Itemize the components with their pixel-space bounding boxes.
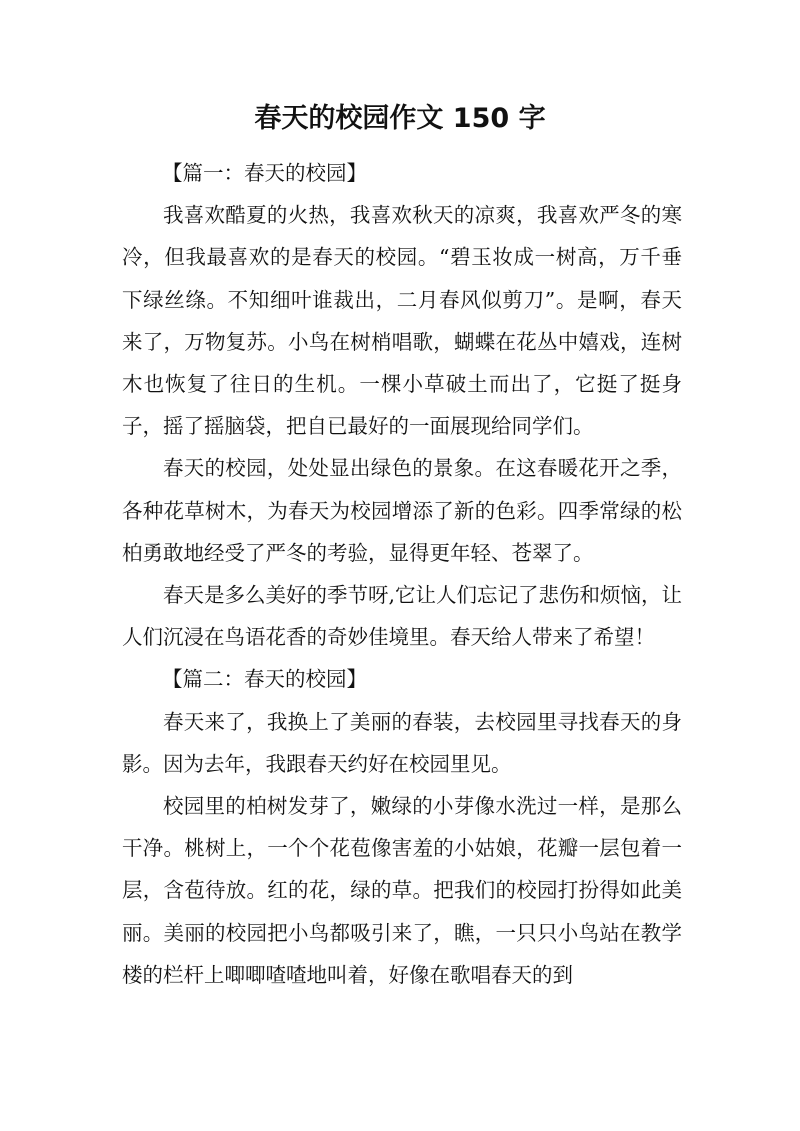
document-title: 春天的校园作文 150 字 <box>254 103 546 134</box>
paragraph: 春天的校园，处处显出绿色的景象。在这春暖花开之季，各种花草树木，为春天为校园增添了新的色彩。四季常绿的松柏勇敢地经受了严冬的考验，显得更年轻、苍翠了。 <box>122 456 682 565</box>
paragraph: 校园里的柏树发芽了，嫩绿的小芽像水洗过一样，是那么干净。桃树上，一个个花苞像害羞的小姑娘，花瓣一层包着一层，含苞待放。红的花，绿的草。把我们的校园打扮得如此美丽。美丽的校园把小鸟都吸引来了，瞧，一只只小鸟站在教学楼的栏杆上唧唧喳喳地叫着，好像在歌唱春天的到 <box>122 794 682 987</box>
section-2 <box>122 658 682 996</box>
section-1 <box>122 152 682 658</box>
paragraph: 我喜欢酷夏的火热，我喜欢秋天的凉爽，我喜欢严冬的寒冷，但我最喜欢的是春天的校园。“碧玉妆成一树高，万千垂下绿丝绦。不知细叶谁裁出，二月春风似剪刀”。是啊，春天来了，万物复苏。小鸟在树梢唱歌，蝴蝶在花丛中嬉戏，连树木也恢复了往日的生机。一棵小草破土而出了，它挺了挺身子，摇了摇脑袋，把自已最好的一面展现给同学们。 <box>122 203 682 439</box>
paragraph: 春天是多么美好的季节呀,它让人们忘记了悲伤和烦恼，让人们沉浸在鸟语花香的奇妙佳境里。春天给人带来了希望！ <box>122 583 683 650</box>
document-body <box>122 152 682 996</box>
section-heading: 【篇一：春天的校园】 <box>162 161 367 185</box>
section-heading: 【篇二：春天的校园】 <box>162 667 367 692</box>
paragraph: 春天来了，我换上了美丽的春装，去校园里寻找春天的身影。因为去年，我跟春天约好在校园里见。 <box>122 709 682 776</box>
